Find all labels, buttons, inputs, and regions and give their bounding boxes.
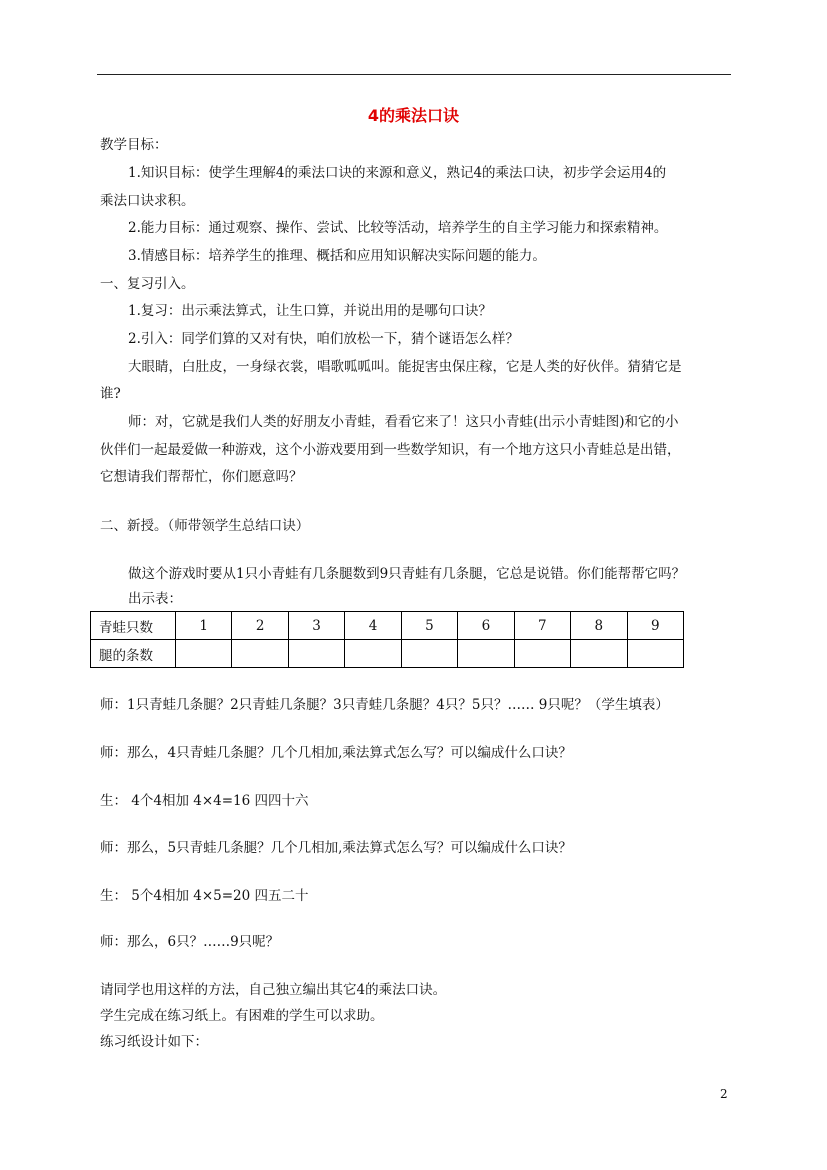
table-cell: 8 — [571, 612, 627, 640]
instruction-3: 练习纸设计如下： — [100, 1034, 208, 1050]
intro-text: 2.引入：同学们算的又对有快，咱们放松一下，猜个谜语怎么样？ — [128, 331, 519, 347]
question-2: 师：那么，4只青蛙几条腿？几个几相加,乘法算式怎么写？可以编成什么口诀？ — [100, 745, 572, 761]
table-cell: 2 — [232, 612, 288, 640]
row-label-frog-count: 青蛙只数 — [91, 612, 176, 640]
page-number: 2 — [720, 1087, 728, 1101]
header-rule — [97, 74, 731, 75]
riddle-line-2: 谁? — [100, 386, 121, 402]
row-label-leg-count: 腿的条数 — [91, 640, 176, 668]
review-text: 1.复习：出示乘法算式，让生口算，并说出用的是哪句口诀？ — [128, 303, 492, 319]
question-3: 师：那么，5只青蛙几条腿？几个几相加,乘法算式怎么写？可以编成什么口诀？ — [100, 840, 572, 856]
objectives-heading: 教学目标： — [100, 137, 168, 153]
table-cell-empty — [232, 640, 288, 668]
frog-legs-table — [90, 611, 684, 668]
table-cell: 5 — [401, 612, 457, 640]
riddle-line-1: 大眼睛，白肚皮，一身绿衣裳，唱歌呱呱叫。能捉害虫保庄稼，它是人类的好伙伴。猜猜它是 — [128, 359, 682, 375]
table-cell-empty — [571, 640, 627, 668]
table-cell-empty — [458, 640, 514, 668]
table-cell-empty — [288, 640, 344, 668]
teacher-text-line-1: 师：对，它就是我们人类的好朋友小青蛙，看看它来了！这只小青蛙(出示小青蛙图)和它的小 — [128, 414, 679, 430]
answer-2: 生： 4个4相加 4×4=16 四四十六 — [100, 793, 309, 809]
table-cell-empty — [176, 640, 232, 668]
table-cell: 6 — [458, 612, 514, 640]
objective-1-line-1: 1.知识目标：使学生理解4的乘法口诀的来源和意义，熟记4的乘法口诀，初步学会运用4的 — [128, 165, 667, 181]
table-row — [91, 612, 684, 640]
show-table-label: 出示表： — [128, 591, 182, 607]
teacher-text-line-2: 伙伴们一起最爱做一种游戏，这个小游戏要用到一些数学知识，有一个地方这只小青蛙总是出错， — [100, 442, 681, 458]
section-1-heading: 一、复习引入。 — [100, 276, 195, 292]
section-2-heading: 二、新授。（师带领学生总结口诀） — [100, 518, 310, 534]
table-cell-empty — [401, 640, 457, 668]
instruction-2: 学生完成在练习纸上。有困难的学生可以求助。 — [100, 1008, 384, 1024]
answer-3: 生： 5个4相加 4×5=20 四五二十 — [100, 888, 309, 904]
game-text: 做这个游戏时要从1只小青蛙有几条腿数到9只青蛙有几条腿，它总是说错。你们能帮帮它吗？ — [128, 566, 686, 582]
question-1: 师：1只青蛙几条腿？2只青蛙几条腿？3只青蛙几条腿？4只？5只？…… 9只呢？（学生填表） — [100, 697, 669, 713]
table-row — [91, 640, 684, 668]
table-cell: 3 — [288, 612, 344, 640]
instruction-1: 请同学也用这样的方法，自己独立编出其它4的乘法口诀。 — [100, 982, 447, 998]
objective-1-line-2: 乘法口诀求积。 — [100, 193, 195, 209]
objective-3: 3.情感目标：培养学生的推理、概括和应用知识解决实际问题的能力。 — [128, 248, 546, 264]
table-cell: 9 — [627, 612, 684, 640]
table-cell: 1 — [176, 612, 232, 640]
table-cell: 7 — [514, 612, 570, 640]
table-cell: 4 — [345, 612, 401, 640]
table-cell-empty — [514, 640, 570, 668]
table-cell-empty — [627, 640, 684, 668]
table-cell-empty — [345, 640, 401, 668]
objective-2: 2.能力目标：通过观察、操作、尝试、比较等活动，培养学生的自主学习能力和探索精神。 — [128, 220, 668, 236]
teacher-text-line-3: 它想请我们帮帮忙，你们愿意吗？ — [100, 469, 303, 485]
page-title: 4的乘法口诀 — [367, 106, 460, 125]
question-4: 师：那么，6只？……9只呢？ — [100, 934, 280, 950]
